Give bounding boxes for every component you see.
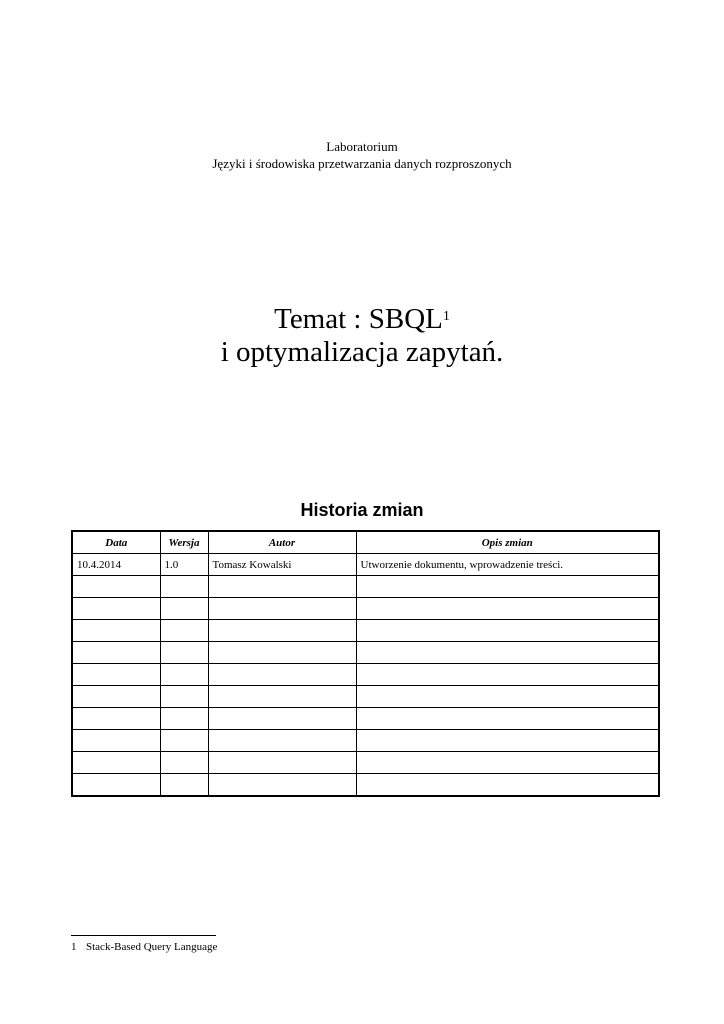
table-row xyxy=(72,686,659,708)
cell-version xyxy=(160,620,208,642)
table-row xyxy=(72,598,659,620)
cell-version xyxy=(160,730,208,752)
history-table-body xyxy=(72,554,659,797)
cell-date xyxy=(72,730,160,752)
header-line-1: Laboratorium xyxy=(326,139,398,154)
document-header xyxy=(0,138,724,172)
title-line-1 xyxy=(0,303,724,336)
cell-version xyxy=(160,752,208,774)
table-header-row xyxy=(72,531,659,554)
cell-description xyxy=(356,774,659,797)
cell-date xyxy=(72,686,160,708)
cell-description xyxy=(356,730,659,752)
cell-date xyxy=(72,752,160,774)
cell-description: Utworzenie dokumentu, wprowadzenie treści. xyxy=(356,554,659,576)
footnote-number: 1 xyxy=(71,941,77,953)
cell-description xyxy=(356,620,659,642)
cell-author xyxy=(208,576,356,598)
cell-date xyxy=(72,642,160,664)
column-header-author: Autor xyxy=(208,531,356,554)
header-line-2: Języki i środowiska przetwarzania danych rozproszonych xyxy=(212,156,512,171)
cell-description xyxy=(356,664,659,686)
cell-author xyxy=(208,730,356,752)
table-row xyxy=(72,774,659,797)
table-row xyxy=(72,576,659,598)
cell-description xyxy=(356,686,659,708)
cell-version xyxy=(160,598,208,620)
cell-date xyxy=(72,576,160,598)
cell-version: 1.0 xyxy=(160,554,208,576)
cell-version xyxy=(160,642,208,664)
cell-description xyxy=(356,576,659,598)
footnote xyxy=(71,941,217,953)
column-header-version: Wersja xyxy=(160,531,208,554)
cell-description xyxy=(356,708,659,730)
column-header-date: Data xyxy=(72,531,160,554)
cell-author: Tomasz Kowalski xyxy=(208,554,356,576)
cell-author xyxy=(208,598,356,620)
cell-version xyxy=(160,708,208,730)
cell-version xyxy=(160,664,208,686)
title-text: Temat : SBQL xyxy=(274,303,443,335)
document-title xyxy=(0,303,724,369)
column-header-description: Opis zmian xyxy=(356,531,659,554)
table-row xyxy=(72,620,659,642)
cell-date xyxy=(72,708,160,730)
footnote-reference[interactable]: 1 xyxy=(442,309,450,324)
cell-date xyxy=(72,598,160,620)
cell-author xyxy=(208,708,356,730)
cell-version xyxy=(160,774,208,797)
cell-description xyxy=(356,752,659,774)
cell-author xyxy=(208,620,356,642)
cell-date: 10.4.2014 xyxy=(72,554,160,576)
cell-author xyxy=(208,642,356,664)
cell-description xyxy=(356,642,659,664)
table-row xyxy=(72,664,659,686)
title-line-2: i optymalizacja zapytań. xyxy=(220,336,504,368)
cell-author xyxy=(208,774,356,797)
table-row xyxy=(72,730,659,752)
history-heading: Historia zmian xyxy=(300,500,424,520)
table-row xyxy=(72,642,659,664)
table-row xyxy=(72,554,659,576)
footnote-separator xyxy=(71,935,216,936)
cell-version xyxy=(160,686,208,708)
cell-author xyxy=(208,686,356,708)
cell-author xyxy=(208,752,356,774)
cell-date xyxy=(72,620,160,642)
cell-author xyxy=(208,664,356,686)
table-row xyxy=(72,708,659,730)
cell-description xyxy=(356,598,659,620)
history-table xyxy=(71,530,660,797)
table-row xyxy=(72,752,659,774)
cell-version xyxy=(160,576,208,598)
cell-date xyxy=(72,774,160,797)
cell-date xyxy=(72,664,160,686)
footnote-text: Stack-Based Query Language xyxy=(86,941,218,953)
